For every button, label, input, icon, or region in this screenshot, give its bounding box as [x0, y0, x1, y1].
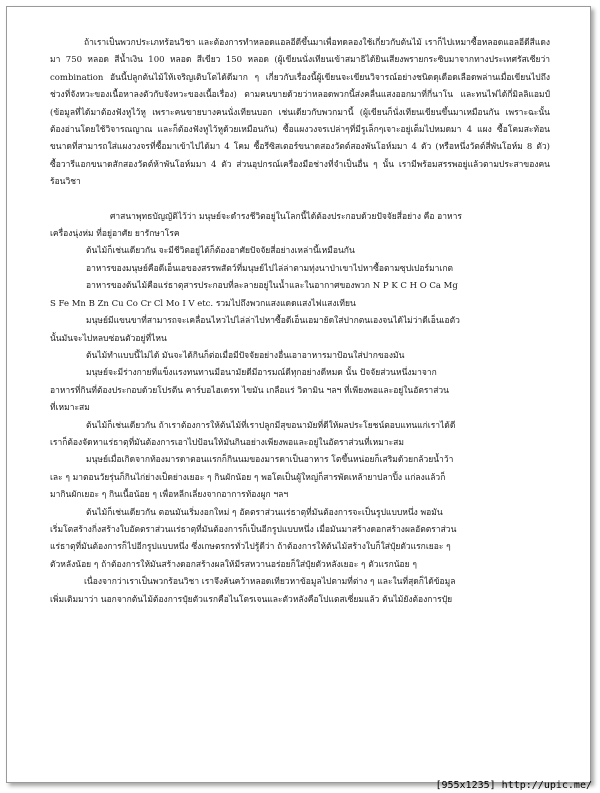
text-line: อาหารของต้นไม้คือแร่ธาตุสารประกอบที่ละลายอยู่ในน้ำและในอากาศของพวก N P K C H O Ca Mg [86, 281, 458, 292]
text-line: อาหารของมนุษย์คือดีเอ็นเอของสรรพสัตว์ที่มนุษย์ไปไล่ล่าตามทุ่งนาป่าเขาไปหาซื้อตามซุปเปอร์มาเกต [86, 263, 454, 274]
text-line: เริ่มโตสร้างกิ่งสร้างใบอัตตราส่วนแร่ธาตุที่มันต้องการก็เป็นอีกรูปแบบหนึ่ง เมื่อมันมาสร้างดอกสร้างผลอัตตราส่วน [50, 524, 457, 535]
text-line: ที่เหมาะสม [50, 403, 90, 414]
text-line: เพิ่มเติมมาว่า นอกจากต้นไม้ต้องการปุ๋ยตัวแรกคือไนโตรเจนและตัวหลังคือโปแตสเซี่ยมแล้ว ต้นไม้ยังต้องการปุ๋ย [50, 594, 453, 605]
text-line: เครื่องนุ่งห่ม ที่อยู่อาศัย ยารักษาโรค [50, 229, 180, 240]
text-line: มนุษย์มีแขนขาที่สามารถจะเคลื่อนไหวไปไล่ล่าไปหาซื้อดีเอ็นเอมาย้ดใส่ปากตนเองจนได้ไม่ว่าดีเอ็นเอตัว [86, 316, 460, 327]
text-line: ต้นไม้ทำแบบนี้ไม่ได้ มันจะได้กินก็ต่อเมื่อมีปัจจัยอย่างอื่นเอาอาหารมาป้อนใส่ปากของมัน [86, 350, 405, 361]
text-line: ต้นไม้ก็เช่นเดียวกัน จะมีชีวิตอยู่ได้ก็ต้องอาศัยปัจจัยสี่อย่างเหล่านี้เหมือนกัน [86, 246, 355, 257]
text-line: เละ ๆ มาตอนวัยรุ่นก็กินไก่ย่างเป็ดย่างเยอะ ๆ กินผักน้อย ๆ พอโตเป็นผู้ใหญ่ก็สารพัดเหล้ายาปลาปิ้ง แก่ลงแล้วก็ [50, 472, 446, 483]
text-line: S Fe Mn B Zn Cu Co Cr Cl Mo I V etc. รวมไปถึงพวกแสงแดดแสงไฟแสงเทียน [50, 298, 356, 309]
text-line: แร่ธาตุที่มันต้องการก็ไปอีกรูปแบบหนึ่ง ซึ่งเกษตรกรทั่วไปรู้ดีว่า ถ้าต้องการให้ต้นไม้สร้างใบก็ใส่ปุ๋ยตัวแรกเยอะ ๆ [50, 542, 451, 553]
text-line: เนื่องจากว่าเราเป็นพวกร้อนวิชา เราจึงค้นคว้าหลอดเทียวหาข้อมูลไปตามที่ต่าง ๆ และในที่สุดก็ได้ข้อมูล [84, 577, 456, 588]
text-line: ต้นไม้ก็เช่นเดียวกัน ถ้าเราต้องการให้ต้นไม้ที่เราปลูกมีสุขอนามัยที่ดีให้ผลประโยชน์ตอบแทนแก่เราได้ดี [86, 420, 456, 431]
document-body [50, 35, 550, 609]
intro-paragraph: ถ้าเราเป็นพวกประเภทร้อนวิชา และต้องการทำหลอดแอลอีดีขึ้นมาเพื่อทดลองใช้เกี่ยวกับต้นไม้ เราก็ไปเหมาซื้อหลอดแอลอีดีสีแดงมา 750 หลอด สีน้ำเงิน 100 หลอด สีเขียว 150 หลอด (ผู้เขียนนั่งเทียนเข้าสมาธิได้ยินเสียงพรายกระซิบมาจากทางประเทศรัสเซียว่า combination อันนี้ปลูกต้นไม้ให้เจริญเติบโตได้ดีมาก ๆ เกี่ยวกับเรื่องนี้ผู้เขียนจะเขียนวิจารณ์อย่างชนิดดุเดือดเลือดพล่านเมื่อเขียนไปถึงช่วงที่จังหวะของเนื้อหาลงตัวกับจังหวะของเนื้อเรื่อง) ตามคนขายด้วยว่าหลอดพวกนี้ส่งคลื่นแสงออกมาที่กี่นาโน และทนไฟได้กี่มิลลิแอมป์ (ข้อมูลที่ได้มาต้องฟังหูไว้หู เพราะคนขายบางคนนั่งเทียนบอก เช่นเดียวกับพวกมานี้ (ผู้เขียนก็นั่งเทียนเขียนขึ้นมาเหมือนกัน เพราะฉะนั้นต้องอ่านโดยใช้วิจารณญาณ และก็ต้องฟังหูไว้หูด้วยเหมือนกัน) ซื้อแผงวงจรเปล่าๆที่มีรูเล็กๆเจาะอยู่เต็มไปหมดมา 4 แผง ซื้อโคมสะท้อนขนาดที่สามารถใส่แผงวงจรที่ซื้อมาเข้าไปได้มา 4 โคม ซื้อรีซิสเตอร์ขนาดสองวัตต์สองพันโอห์มมา 4 ตัว (หรือหนึ่งวัตต์สี่พันโอห์ม 8 ตัว) ซื้อวารีแอกขนาดสักสองวัตต์ห้าพันโอห์มมา 4 ตัว ส่วนอุปกรณ์เครื่องมือช่างที่จำเป็นอื่น ๆ นั้น เรามีพร้อมสรรพอยู่แล้วตามประสาของคนร้อนวิชา [50, 38, 550, 188]
text-line: เราก็ต้องจัดหาแร่ธาตุที่มันต้องการเอาไปป้อนให้มันกินอย่างเพียงพอและอยู่ในอัตราส่วนที่เหมาะสม [50, 437, 404, 448]
text-lines [50, 209, 550, 609]
text-line: มนุษย์จะมีร่างกายที่แข็งแรงทนทานมีอนามัยดีมีอารมณ์ดีทุกอย่างดีหมด นั้น ปัจจัยส่วนหนึ่งมาจาก [86, 368, 437, 379]
text-line: นั้นมันจะไปหลบซ่อนตัวอยู่ที่ไหน [50, 333, 167, 344]
text-line: ต้นไม้ก็เช่นเดียวกัน ตอนมันเริ่มงอกใหม่ ๆ อัตตราส่วนแร่ธาตุที่มันต้องการจะเป็นรูปแบบหนึ่ง พอมัน [86, 507, 443, 518]
text-line: ตัวหลังน้อย ๆ ถ้าต้องการให้มันสร้างดอกสร้างผลให้มีรสหวานอร่อยก็ใส่ปุ๋ยตัวหลังเยอะ ๆ ตัวแรกน้อย ๆ [50, 559, 417, 570]
text-line: ศาสนาพุทธบัญญัติไว้ว่า มนุษย์จะดำรงชีวิตอยู่ในโลกนี้ได้ต้องประกอบด้วยปัจจัยสี่อย่าง คือ อาหาร [110, 211, 462, 222]
paragraph-gap [50, 192, 550, 209]
text-line: มากินผักเยอะ ๆ กินเนื้อน้อย ๆ เพื่อหลีกเลี่ยงจากอาการท้องผูก ฯลฯ [50, 490, 289, 501]
text-line: มนุษย์เมื่อเกิดจากท้องมารดาตอนแรกก็กินนมของมารดาเป็นอาหาร โตขึ้นหน่อยก็เสริมด้วยกล้วยน้ำว้า [86, 455, 454, 466]
text-line: อาหารที่กินที่ต้องประกอบด้วยโปรตีน คาร์บอไฮเดรท ไขมัน เกลือแร่ วิตามิน ฯลฯ ที่เพียงพอและอยู่ในอัตราส่วน [50, 385, 449, 396]
image-host-caption: [955x1235] http://upic.me/ [435, 780, 592, 791]
